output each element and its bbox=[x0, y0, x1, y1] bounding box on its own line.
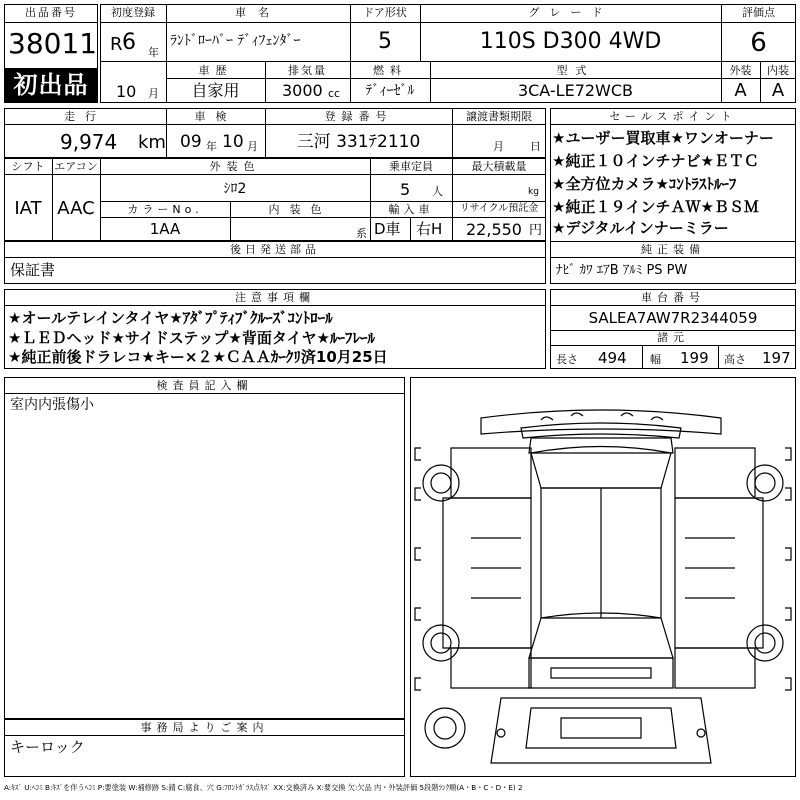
displacement-value: 3000 bbox=[282, 81, 323, 100]
inspection-header: 車検 bbox=[194, 110, 237, 123]
int-grade-header: 内装 bbox=[767, 64, 789, 77]
import-header: 輸入車 bbox=[388, 203, 434, 216]
grade-value: 110S D300 4WD bbox=[479, 29, 662, 54]
score-value: 6 bbox=[750, 28, 767, 58]
notes-header: 注意事項欄 bbox=[235, 291, 315, 304]
int-grade-value: A bbox=[771, 80, 785, 101]
inspector-box bbox=[4, 377, 405, 719]
later-parts-value: 保証書 bbox=[10, 261, 56, 279]
inspection-month-unit: 月 bbox=[247, 140, 258, 153]
plate-value: 三河 331ﾃ2110 bbox=[296, 132, 421, 152]
width-value: 199 bbox=[680, 349, 709, 367]
first-reg-year-unit: 年 bbox=[148, 46, 159, 59]
first-listing-badge: 初出品 bbox=[4, 68, 98, 103]
office-text: キーロック bbox=[10, 738, 85, 756]
height-value: 197 bbox=[762, 349, 791, 367]
length-value: 494 bbox=[598, 349, 627, 367]
mileage-unit: km bbox=[138, 132, 166, 153]
sales-point-line-1: ★ユーザー買取車★ワンオーナー bbox=[552, 129, 774, 147]
fuel-value: ﾃﾞｨｰｾﾞﾙ bbox=[365, 83, 415, 99]
shift-header: シフト bbox=[11, 160, 45, 173]
history-header: 車歴 bbox=[198, 64, 233, 77]
import-value-1: D車 bbox=[374, 220, 401, 238]
load-header: 最大積載量 bbox=[471, 160, 527, 173]
int-color-unit: 系 bbox=[356, 227, 367, 240]
inspection-year: 09 bbox=[180, 132, 202, 152]
sales-points-header: セールスポイント bbox=[609, 110, 737, 123]
car-outline-icon bbox=[411, 378, 795, 776]
dims-header: 諸元 bbox=[657, 331, 689, 344]
chassis-number: SALEA7AW7R2344059 bbox=[588, 309, 758, 327]
mileage-value: 9,974 bbox=[60, 130, 118, 154]
equipment-header: 純正装備 bbox=[641, 243, 705, 256]
color-no-value: 1AA bbox=[149, 220, 181, 238]
first-reg-year: 6 bbox=[122, 30, 136, 55]
model-header: 型式 bbox=[556, 64, 595, 77]
fuel-header: 燃料 bbox=[373, 64, 407, 77]
capacity-value: 5 bbox=[400, 180, 411, 199]
vehicle-name: ﾗﾝﾄﾞﾛｰﾊﾞｰ ﾃﾞｨﾌｪﾝﾀﾞｰ bbox=[170, 33, 301, 49]
ext-color-value: ｼﾛ2 bbox=[223, 181, 247, 197]
import-value-2: 右H bbox=[416, 220, 443, 238]
first-reg-month-unit: 月 bbox=[148, 87, 159, 100]
notes-line-3: ★純正前後ドラレコ★キー×２★ＣＡＡｶｰｸﾘ済10月25日 bbox=[8, 348, 388, 366]
aircon-header: エアコン bbox=[54, 160, 98, 173]
length-label: 長さ bbox=[556, 353, 578, 366]
sales-point-line-5: ★デジタルインナーミラー bbox=[552, 219, 729, 237]
model-value: 3CA-LE72WCB bbox=[517, 81, 634, 100]
car-condition-diagram bbox=[410, 377, 796, 777]
inspector-text: 室内内張傷小 bbox=[10, 397, 94, 413]
transfer-day-unit: 日 bbox=[530, 140, 541, 153]
grade-header: グレード bbox=[528, 6, 613, 19]
ext-color-header: 外装色 bbox=[209, 160, 261, 173]
lot-number: 38011 bbox=[8, 27, 98, 60]
height-label: 高さ bbox=[724, 353, 746, 366]
history-value: 自家用 bbox=[191, 81, 240, 100]
recycle-unit: 円 bbox=[529, 223, 543, 238]
chassis-header: 車台番号 bbox=[641, 291, 705, 304]
first-reg-header: 初度登録 bbox=[111, 6, 155, 19]
inspection-year-unit: 年 bbox=[206, 140, 217, 153]
doors-value: 5 bbox=[378, 29, 392, 54]
sales-point-line-4: ★純正１９インチＡＷ★ＢＳＭ bbox=[552, 198, 759, 216]
int-color-header: 内装色 bbox=[268, 203, 332, 216]
later-parts-header: 後日発送部品 bbox=[230, 243, 320, 256]
notes-line-2: ★ＬＥＤヘッド★サイドステップ★背面タイヤ★ﾙｰﾌﾚｰﾙ bbox=[8, 329, 375, 347]
ext-grade-header: 外装 bbox=[729, 64, 752, 77]
recycle-value: 22,550 bbox=[466, 220, 522, 239]
plate-header: 登録番号 bbox=[324, 110, 393, 123]
lot-header: 出品番号 bbox=[25, 6, 77, 19]
doors-header: ドア形状 bbox=[363, 6, 407, 19]
ext-grade-value: A bbox=[734, 80, 747, 101]
capacity-unit: 人 bbox=[432, 185, 443, 198]
width-label: 幅 bbox=[650, 353, 661, 366]
displacement-header: 排気量 bbox=[288, 64, 327, 77]
office-header: 事務局よりご案内 bbox=[140, 721, 269, 734]
notes-line-1: ★オールテレインタイヤ★ｱﾀﾞﾌﾟﾃｨﾌﾞｸﾙｰｽﾞｺﾝﾄﾛｰﾙ bbox=[8, 309, 333, 327]
transfer-month-unit: 月 bbox=[493, 140, 504, 153]
recycle-header: リサイクル預託金 bbox=[459, 203, 539, 214]
aircon-value: AAC bbox=[57, 198, 95, 219]
score-header: 評価点 bbox=[742, 6, 775, 19]
sales-point-line-3: ★全方位カメラ★ｺﾝﾄﾗｽﾄﾙｰﾌ bbox=[552, 175, 737, 193]
inspection-month: 10 bbox=[222, 132, 244, 152]
capacity-header: 乗車定員 bbox=[389, 160, 433, 173]
legend-text: A:ｷｽﾞ U:ﾍｺﾐ B:ｷｽﾞを伴うﾍｺﾐ P:要塗装 W:補修跡 S:錆 C:腐食、穴 G:ﾌﾛﾝﾄｶﾞﾗｽ点ｷｽﾞ XX:交換済み X:要交換 欠:欠品 内・外装評価 5段階ﾗﾝｸ順(A・B・C・D・E) 2 bbox=[4, 783, 523, 792]
color-no-header: カラーNo. bbox=[127, 203, 203, 216]
sales-point-line-2: ★純正１０インチナビ★ＥＴＣ bbox=[552, 152, 759, 170]
displacement-unit: cc bbox=[328, 87, 341, 100]
mileage-header: 走行 bbox=[64, 110, 106, 123]
first-reg-month: 10 bbox=[116, 82, 137, 101]
equipment-value: ﾅﾋﾞ ｶﾜ ｴｱB ｱﾙﾐ PS PW bbox=[556, 263, 688, 278]
transfer-header: 譲渡書類期限 bbox=[466, 110, 532, 123]
first-reg-era: R bbox=[110, 34, 123, 55]
inspector-header: 検査員記入欄 bbox=[156, 379, 253, 392]
shift-value: IAT bbox=[14, 198, 42, 219]
name-header: 車名 bbox=[235, 6, 281, 19]
load-unit: kg bbox=[528, 187, 539, 197]
